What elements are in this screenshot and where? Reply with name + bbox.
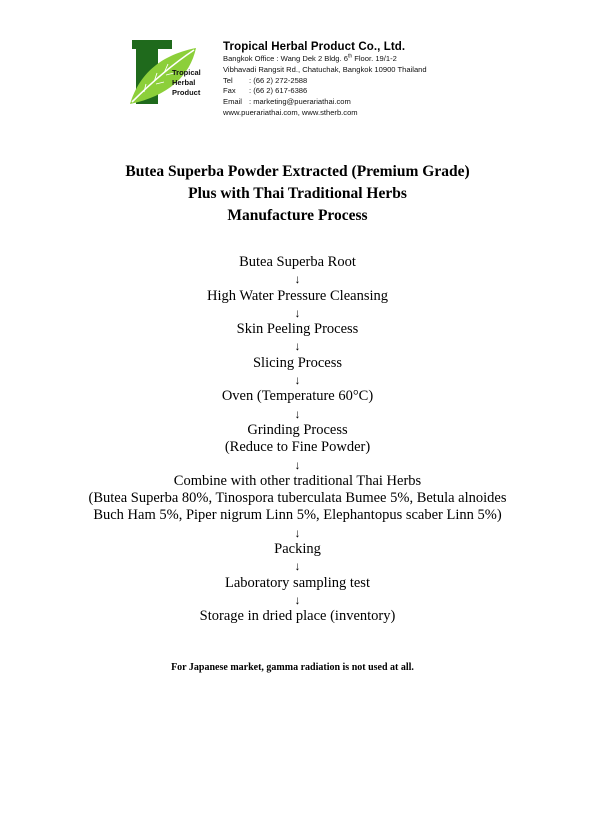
- down-arrow-icon: ↓: [294, 559, 301, 574]
- process-step-grinding: Grinding Process: [247, 421, 348, 438]
- title-line-2: Plus with Thai Traditional Herbs: [188, 185, 407, 202]
- email-row: [223, 97, 427, 108]
- office-address-line-2: Vibhavadi Rangsit Rd., Chatuchak, Bangkok 10900 Thailand: [223, 64, 427, 74]
- process-step-storage: Storage in dried place (inventory): [199, 608, 396, 625]
- process-step-combine: Combine with other traditional Thai Herbs: [173, 472, 422, 489]
- telephone-label: Tel: [223, 75, 233, 85]
- logo-text-line: Herbal: [172, 78, 196, 87]
- company-name: Tropical Herbal Product Co., Ltd.: [223, 41, 406, 53]
- email-value: : marketing@puerariathai.com: [249, 97, 351, 107]
- down-arrow-icon: ↓: [294, 457, 301, 472]
- office-address-text: Bangkok Office : Wang Dek 2 Bldg. 6: [223, 54, 348, 63]
- process-step-combine-detail: (Butea Superba 80%, Tinospora tuberculata Bumee 5%, Betula alnoides Buch Ham 5%, Piper nigrum Linn 5%, Elephantopus scaber Linn 5%): [88, 490, 507, 524]
- websites: www.puerariathai.com, www.stherb.com: [223, 107, 358, 117]
- footnote: For Japanese market, gamma radiation is not used at all.: [171, 662, 414, 673]
- office-address-text: Floor. 19/1-2: [352, 54, 397, 63]
- logo-text-line: Tropical: [172, 68, 201, 77]
- process-step-slicing: Slicing Process: [252, 354, 342, 371]
- document-title: [0, 161, 595, 227]
- logo-text-line: Product: [172, 88, 201, 97]
- down-arrow-icon: ↓: [294, 592, 301, 607]
- telephone-row: [223, 76, 427, 87]
- company-info: [223, 40, 427, 119]
- logo-text: [172, 68, 201, 98]
- process-step-cleansing: High Water Pressure Cleansing: [207, 287, 388, 304]
- title-line-1: Butea Superba Powder Extracted (Premium Grade): [125, 163, 470, 180]
- office-address-line-1: [223, 54, 427, 65]
- down-arrow-icon: ↓: [294, 406, 301, 421]
- email-label: Email: [223, 97, 242, 107]
- letterhead: [126, 38, 486, 120]
- down-arrow-icon: ↓: [294, 339, 301, 354]
- telephone-value: : (66 2) 272-2588: [249, 75, 308, 85]
- fax-label: Fax: [223, 86, 236, 96]
- logo-cap: [132, 40, 172, 49]
- process-step-lab-test: Laboratory sampling test: [225, 574, 370, 591]
- title-line-3: Manufacture Process: [227, 207, 368, 224]
- down-arrow-icon: ↓: [294, 305, 301, 320]
- company-logo: [126, 38, 216, 108]
- fax-value: : (66 2) 617-6386: [249, 86, 308, 96]
- process-step-packing: Packing: [274, 541, 321, 558]
- process-flow: [0, 254, 595, 626]
- fax-row: [223, 86, 427, 97]
- down-arrow-icon: ↓: [294, 272, 301, 287]
- process-step-grinding-note: (Reduce to Fine Powder): [224, 439, 371, 456]
- process-step-oven: Oven (Temperature 60°C): [221, 388, 374, 405]
- ordinal-suffix: th: [347, 53, 353, 60]
- process-step-peeling: Skin Peeling Process: [236, 321, 359, 338]
- down-arrow-icon: ↓: [294, 373, 301, 388]
- down-arrow-icon: ↓: [294, 525, 301, 540]
- process-step-root: Butea Superba Root: [239, 254, 356, 270]
